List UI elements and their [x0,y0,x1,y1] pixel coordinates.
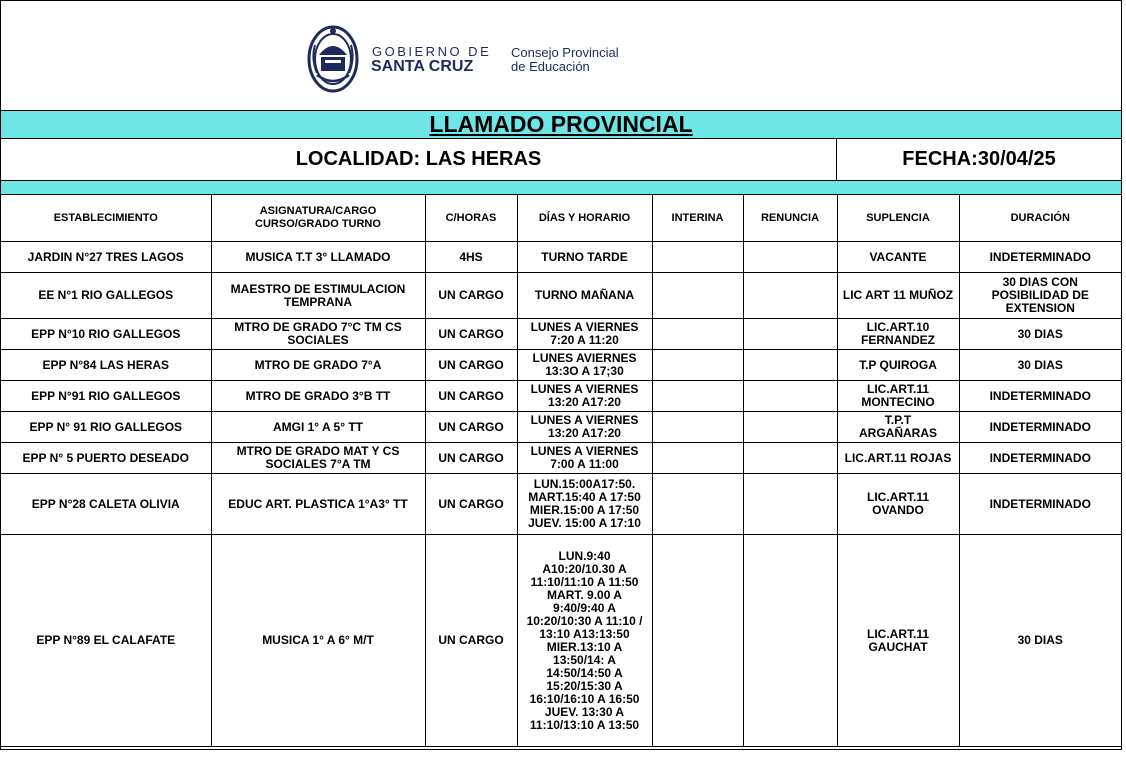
cell-suplencia: LIC.ART.11 ROJAS [837,443,959,474]
cell-suplencia: T.P.T ARGAÑARAS [837,412,959,443]
cell-establecimiento: JARDIN N°27 TRES LAGOS [1,242,211,273]
cell-horas: UN CARGO [425,381,517,412]
table-row [1,381,1121,412]
cell-duracion: 30 DIAS [959,350,1121,381]
cell-duracion: INDETERMINADO [959,381,1121,412]
cell-dias-horario: LUN.9:40 A10:20/10.30 A 11:10/11:10 A 11:50 MART. 9.00 A 9:40/9:40 A 10:20/10:30 A 11:10 / 13:10 A13:13:50 MIER.13:10 A 13:50/14: A 14:50/14:50 A 15:20/15:30 A 16:10/16:10 A 16:50 JUEV. 13:30 A 11:10/13:10 A 13:50 [517,535,652,747]
cell-horas: 4HS [425,242,517,273]
cell-duracion: INDETERMINADO [959,242,1121,273]
cell-renuncia [743,535,837,747]
cell-interina [652,443,743,474]
cell-suplencia: LIC.ART.11 MONTECINO [837,381,959,412]
cell-interina [652,381,743,412]
cell-horas: UN CARGO [425,474,517,535]
cell-renuncia [743,412,837,443]
cell-horas: UN CARGO [425,535,517,747]
cell-asignatura: EDUC ART. PLASTICA 1°A3° TT [211,474,425,535]
cell-interina [652,242,743,273]
page-title: LLAMADO PROVINCIAL [429,111,693,137]
cell-horas: UN CARGO [425,412,517,443]
table-row [1,535,1121,747]
cell-duracion: 30 DIAS [959,319,1121,350]
accent-strip [1,181,1121,195]
cell-interina [652,535,743,747]
cell-renuncia [743,319,837,350]
cell-suplencia: LIC.ART.11 GAUCHAT [837,535,959,747]
localidad-label: LOCALIDAD: LAS HERAS [1,139,837,180]
cell-establecimiento: EPP N°28 CALETA OLIVIA [1,474,211,535]
table-row [1,319,1121,350]
santa-cruz-label: SANTA CRUZ [371,58,474,75]
header-suplencia: SUPLENCIA [837,195,959,242]
table-header-row [1,195,1121,242]
cell-suplencia: LIC.ART.11 OVANDO [837,474,959,535]
cell-duracion: INDETERMINADO [959,474,1121,535]
fecha-label: FECHA:30/04/25 [902,148,1056,170]
cell-suplencia: T.P QUIROGA [837,350,959,381]
cell-renuncia [743,381,837,412]
table-row [1,350,1121,381]
header-interina: INTERINA [652,195,743,242]
header-asignatura: ASIGNATURA/CARGO CURSO/GRADO TURNO [211,195,425,242]
cell-establecimiento: EPP N°91 RIO GALLEGOS [1,381,211,412]
cell-duracion: INDETERMINADO [959,443,1121,474]
logo-header [1,1,1121,111]
title-banner [1,111,1121,139]
cell-renuncia [743,474,837,535]
cell-asignatura: MAESTRO DE ESTIMULACION TEMPRANA [211,273,425,319]
cell-dias-horario: LUNES AVIERNES 13:3O A 17;30 [517,350,652,381]
cell-dias-horario: LUNES A VIERNES 7:00 A 11:00 [517,443,652,474]
header-horas: C/HORAS [425,195,517,242]
cell-asignatura: MUSICA T.T 3° LLAMADO [211,242,425,273]
cell-establecimiento: EPP N° 91 RIO GALLEGOS [1,412,211,443]
header-dias-horario: DÍAS Y HORARIO [517,195,652,242]
cell-establecimiento: EPP N°84 LAS HERAS [1,350,211,381]
header-establecimiento: ESTABLECIMIENTO [1,195,211,242]
table-row [1,474,1121,535]
cell-duracion: 30 DIAS CON POSIBILIDAD DE EXTENSION [959,273,1121,319]
cell-establecimiento: EPP N° 5 PUERTO DESEADO [1,443,211,474]
cell-duracion: INDETERMINADO [959,412,1121,443]
cell-interina [652,474,743,535]
table-row [1,242,1121,273]
cell-dias-horario: TURNO MAÑANA [517,273,652,319]
consejo-line-1: Consejo Provincial [511,45,619,60]
cell-asignatura: MUSICA 1° A 6° M/T [211,535,425,747]
cell-dias-horario: TURNO TARDE [517,242,652,273]
cell-asignatura: MTRO DE GRADO 3°B TT [211,381,425,412]
calls-table [1,195,1121,747]
consejo-line-2: de Educación [511,59,590,74]
cell-horas: UN CARGO [425,443,517,474]
cell-interina [652,319,743,350]
cell-suplencia: LIC ART 11 MUÑOZ [837,273,959,319]
cell-renuncia [743,242,837,273]
cell-dias-horario: LUN.15:00A17:50. MART.15:40 A 17:50 MIER.15:00 A 17:50 JUEV. 15:00 A 17:10 [517,474,652,535]
cell-establecimiento: EPP N°89 EL CALAFATE [1,535,211,747]
cell-establecimiento: EPP N°10 RIO GALLEGOS [1,319,211,350]
cell-renuncia [743,350,837,381]
table-row [1,273,1121,319]
table-row [1,443,1121,474]
cell-suplencia: VACANTE [837,242,959,273]
cell-horas: UN CARGO [425,273,517,319]
cell-interina [652,412,743,443]
cell-dias-horario: LUNES A VIERNES 7:20 A 11:20 [517,319,652,350]
cell-suplencia: LIC.ART.10 FERNANDEZ [837,319,959,350]
cell-interina [652,273,743,319]
cell-renuncia [743,273,837,319]
gobierno-label: GOBIERNO DE [372,44,492,59]
cell-asignatura: MTRO DE GRADO MAT Y CS SOCIALES 7°A TM [211,443,425,474]
cell-asignatura: MTRO DE GRADO 7°C TM CS SOCIALES [211,319,425,350]
cell-horas: UN CARGO [425,319,517,350]
cell-interina [652,350,743,381]
cell-dias-horario: LUNES A VIERNES 13:20 A17:20 [517,412,652,443]
cell-establecimiento: EE N°1 RIO GALLEGOS [1,273,211,319]
header-duracion: DURACIÓN [959,195,1121,242]
cell-asignatura: MTRO DE GRADO 7°A [211,350,425,381]
cell-duracion: 30 DIAS [959,535,1121,747]
cell-dias-horario: LUNES A VIERNES 13:20 A17:20 [517,381,652,412]
header-renuncia: RENUNCIA [743,195,837,242]
cell-renuncia [743,443,837,474]
provincial-seal-icon [307,25,359,93]
locality-row [1,139,1121,181]
consejo-label [511,46,619,74]
cell-horas: UN CARGO [425,350,517,381]
table-row [1,412,1121,443]
cell-asignatura: AMGI 1° A 5° TT [211,412,425,443]
